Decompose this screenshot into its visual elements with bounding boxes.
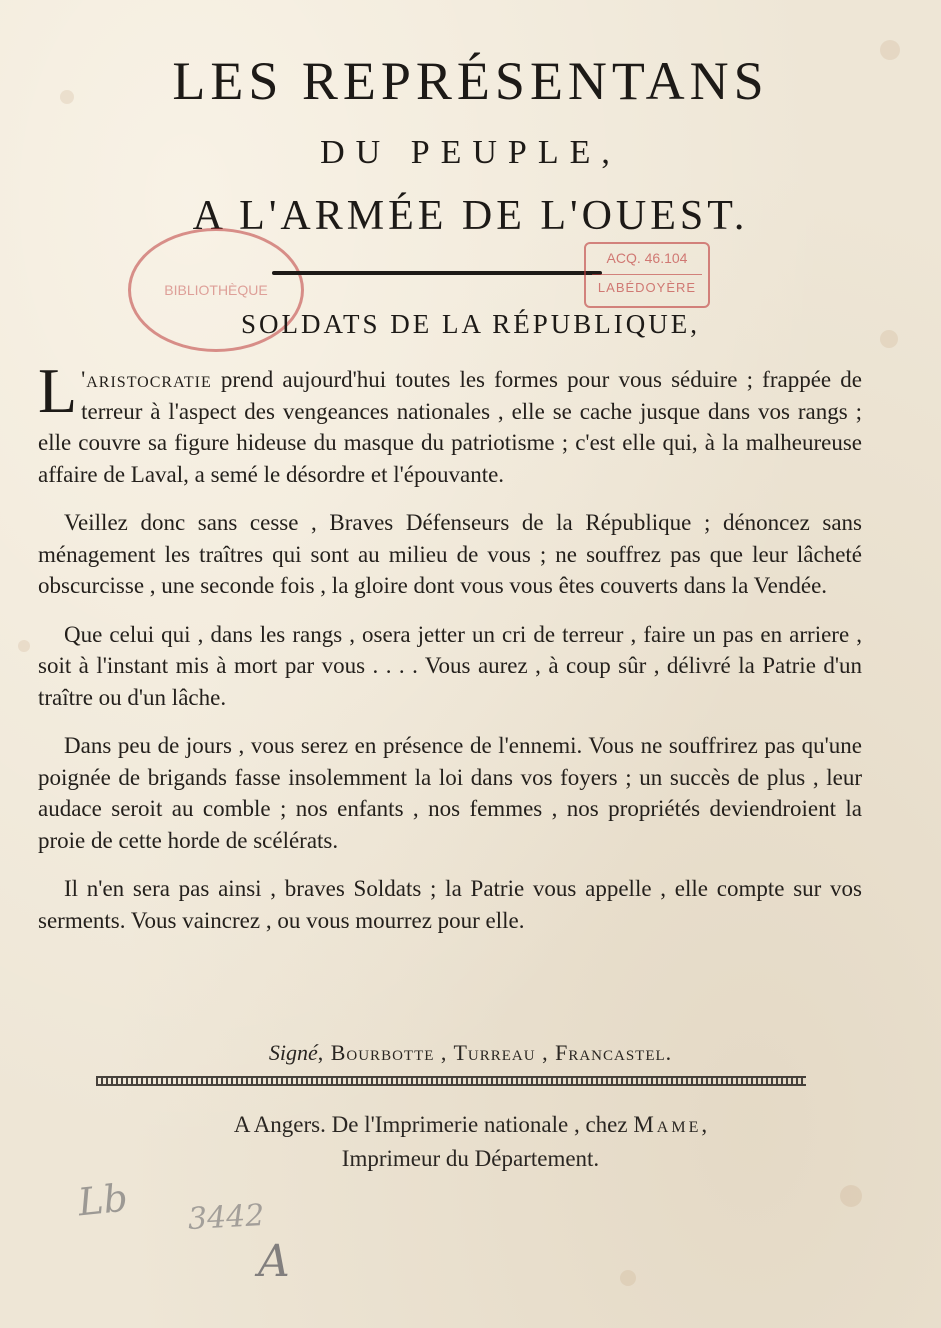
paragraph-1 [38, 355, 862, 490]
imprint-line-1 [0, 1108, 941, 1142]
paragraph-3: Que celui qui , dans les rangs , osera jetter un cri de terreur , faire un pas en arriere , soit à l'instant mis à mort par vous . . . . Vous aurez , à coup sûr , délivré la Patrie d'un traître ou d'un lâche. [38, 621, 862, 710]
printer-name: Mame [633, 1112, 702, 1137]
printer-imprint [0, 1108, 941, 1176]
acquisition-number: ACQ. 46.104 [606, 250, 688, 266]
paragraph-2: Veillez donc sans cesse , Braves Défenseurs de la République ; dénoncez sans ménagement les traîtres qui sont au milieu de vous ; ne souffrez pas que leur lâcheté obscurcisse , une seconde fois , la gloire dont vous vous êtes couverts dans la Vendée. [38, 510, 862, 598]
footer-rule [96, 1076, 806, 1086]
paragraph-1-lead: 'aristocratie [81, 367, 212, 392]
title-line-1: LES REPRÉSENTANS [172, 51, 769, 111]
title-line-2: DU PEUPLE, [320, 134, 621, 171]
title-rule [272, 271, 602, 275]
drop-cap: L [38, 355, 78, 426]
stamp-divider [592, 274, 702, 275]
acquisition-stamp [584, 242, 710, 308]
round-stamp-text: BIBLIOTHÈQUE [164, 282, 268, 298]
imprint-line-2: Imprimeur du Département. [341, 1146, 600, 1171]
foxing-spot [620, 1270, 636, 1286]
imprint-location: A Angers. De l'Imprimerie nationale , chez [233, 1112, 628, 1137]
foxing-spot [840, 1185, 862, 1207]
signature-line [0, 1040, 941, 1066]
salutation: SOLDATS DE LA RÉPUBLIQUE, [240, 309, 700, 339]
handwritten-shelfmark: Lb [75, 1175, 130, 1225]
foxing-spot [18, 640, 30, 652]
paragraph-5: Il n'en sera pas ainsi , braves Soldats ; la Patrie vous appelle , elle compte sur vos serments. Vous vaincrez , ou vous mourrez pour elle. [38, 876, 862, 933]
handwritten-number: 3442 [187, 1198, 266, 1237]
handwritten-letter: A [258, 1236, 290, 1287]
signatory-names: , Bourbotte , Turreau , Francastel. [317, 1040, 673, 1065]
paragraph-4: Dans peu de jours , vous serez en présence de l'ennemi. Vous ne souffrirez pas qu'une poignée de brigands fasse insolemment la loi dans vos foyers ; un succès de plus , leur audace seroit au comble ; nos enfants , nos femmes , nos propriétés deviendroient la proie de cette horde de scélérats. [38, 733, 862, 853]
title-line-3: A L'ARMÉE DE L'OUEST. [192, 193, 749, 239]
proclamation-body [38, 355, 862, 953]
imprint-comma: , [701, 1112, 708, 1137]
collection-name: LABÉDOYÈRE [597, 280, 697, 295]
signature-label: Signé [268, 1040, 318, 1065]
paragraph-1-text: prend aujourd'hui toutes les formes pour vous séduire ; frappée de terreur à l'aspect des vengeances nationales , elle se cache jusque dans vos rangs ; elle couvre sa figure hideuse du masque du patriotisme ; c'est elle qui, à la malheureuse affaire de Laval, a semé le désordre et l'épouvante. [38, 367, 862, 487]
